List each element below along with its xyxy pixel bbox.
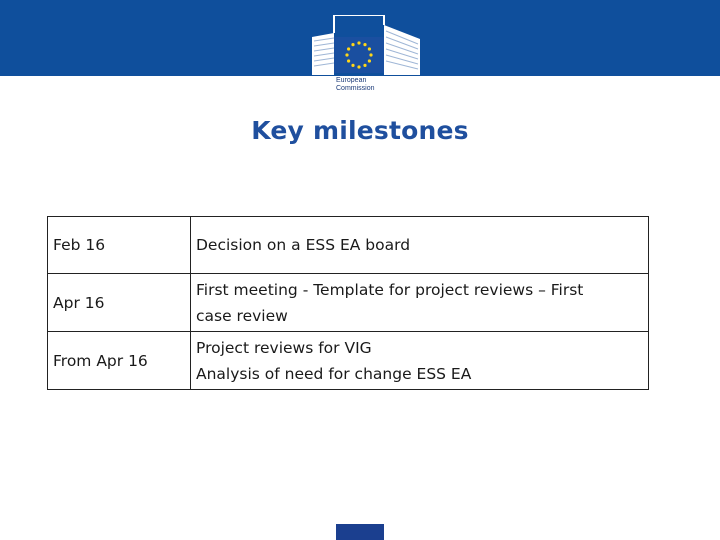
milestone-description xyxy=(191,217,649,274)
logo-line-1: European xyxy=(336,77,367,84)
description-line: case review xyxy=(196,306,288,325)
building-logo-icon xyxy=(300,15,430,75)
description-line: Project reviews for VIG xyxy=(196,338,372,357)
description-line: Analysis of need for change ESS EA xyxy=(196,364,472,383)
description-line: Decision on a ESS EA board xyxy=(196,236,411,254)
description-line: First meeting - Template for project reviews – First xyxy=(196,280,584,299)
table-row xyxy=(48,274,649,332)
logo-line-2: Commission xyxy=(336,85,375,92)
milestone-date: Feb 16 xyxy=(48,217,191,274)
table-row xyxy=(48,332,649,390)
milestone-description xyxy=(191,274,649,332)
footer-bar xyxy=(336,524,384,540)
milestones-table xyxy=(47,216,649,390)
milestone-description xyxy=(191,332,649,390)
milestone-date: Apr 16 xyxy=(48,274,191,332)
table-row xyxy=(48,217,649,274)
page-title: Key milestones xyxy=(251,116,469,145)
logo-caption xyxy=(336,77,375,93)
milestone-date: From Apr 16 xyxy=(48,332,191,390)
european-commission-logo xyxy=(300,15,430,100)
